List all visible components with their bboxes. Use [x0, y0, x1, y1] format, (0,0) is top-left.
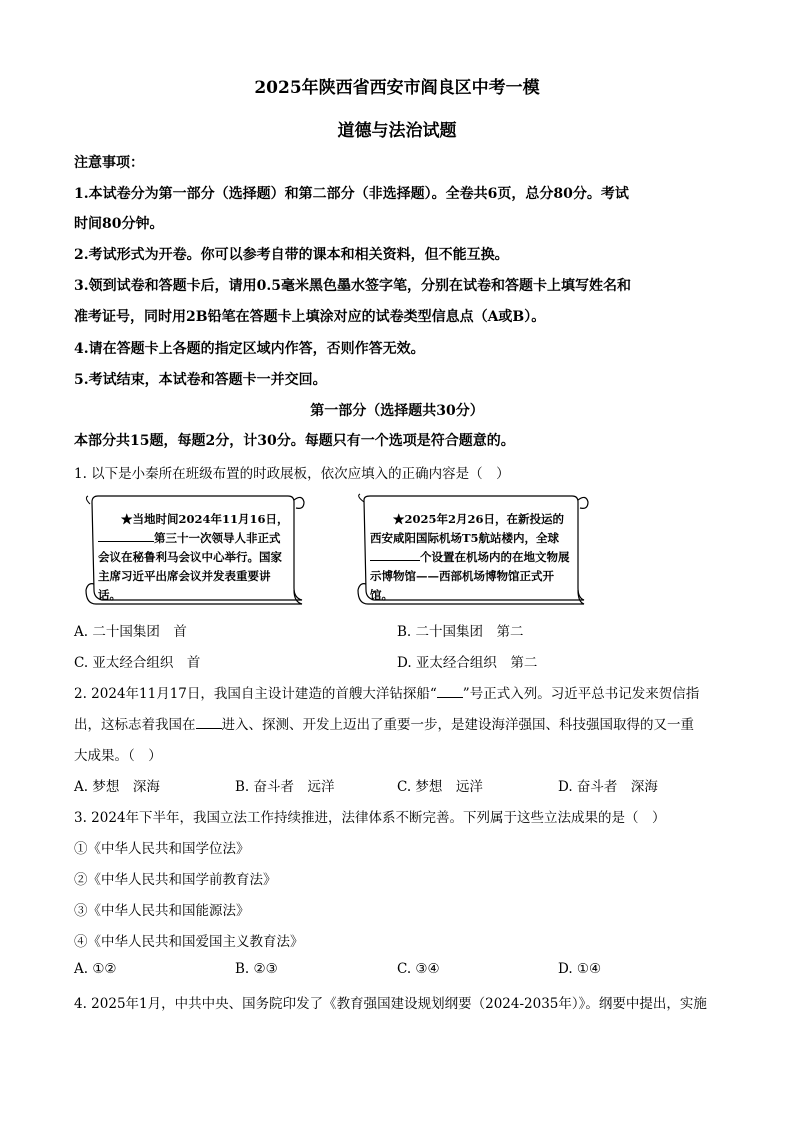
q1-card1-text-after: 第三十一次领导人非正式会议在秘鲁利马会议中心举行。国家主席习近平出席会议并发表重要讲话。 — [98, 531, 282, 602]
q1-stem: 1. 以下是小秦所在班级布置的时政展板，依次应填入的正确内容是（ ） — [74, 466, 510, 482]
q3-item-1: ①《中华人民共和国学位法》 — [74, 841, 250, 857]
q1-card2-text-after: 个设置在机场内的在地文物展示博物馆——西部机场博物馆正式开馆。 — [370, 550, 570, 602]
q3-option-b: B. ②③ — [235, 961, 278, 977]
q2-text-1a: 2. 2024年11月17日，我国自主设计建造的首艘大洋钻探船“ — [74, 686, 437, 702]
q1-option-d: D. 亚太经合组织 第二 — [397, 655, 538, 671]
notice-item-3: 3.领到试卷和答题卡后，请用0.5毫米黑色墨水签字笔，分别在试卷和答题卡上填写姓名和 — [74, 278, 631, 294]
q1-card1-text-before: ★当地时间2024年11月16日， — [121, 512, 289, 526]
q2-blank-2 — [196, 728, 222, 729]
q1-option-c: C. 亚太经合组织 首 — [74, 655, 201, 671]
part1-instruction: 本部分共15题，每题2分，计30分。每题只有一个选项是符合题意的。 — [74, 433, 515, 449]
q2-option-a: A. 梦想 深海 — [74, 779, 160, 795]
q3-item-2: ②《中华人民共和国学前教育法》 — [74, 872, 277, 888]
q2-option-b: B. 奋斗者 远洋 — [235, 779, 335, 795]
q3-item-3: ③《中华人民共和国能源法》 — [74, 903, 250, 919]
q3-item-4: ④《中华人民共和国爱国主义教育法》 — [74, 934, 304, 950]
q3-option-d: D. ①④ — [558, 961, 602, 977]
q1-news-board-2 — [354, 492, 590, 610]
q2-blank-1 — [437, 697, 463, 698]
q1-option-a: A. 二十国集团 首 — [74, 624, 187, 640]
q2-line-1 — [74, 682, 699, 702]
notice-item-1-cont: 时间80分钟。 — [74, 216, 164, 232]
part1-heading: 第一部分（选择题共30分） — [310, 403, 484, 419]
q1-card1-blank — [98, 541, 154, 542]
notice-item-4: 4.请在答题卡上各题的指定区域内作答，否则作答无效。 — [74, 341, 425, 357]
q3-option-c: C. ③④ — [397, 961, 440, 977]
page-subtitle: 道德与法治试题 — [337, 121, 457, 141]
page-title: 2025年陕西省西安市阎良区中考一模 — [254, 78, 540, 98]
q2-line-2 — [74, 713, 694, 733]
notice-item-5: 5.考试结束，本试卷和答题卡一并交回。 — [74, 372, 327, 388]
q2-text-2b: 进入、探测、开发上迈出了重要一步，是建设海洋强国、科技强国取得的又一重 — [221, 717, 694, 733]
q3-stem: 3. 2024年下半年，我国立法工作持续推进，法律体系不断完善。下列属于这些立法成果的是（ ） — [74, 810, 666, 826]
notice-item-2: 2.考试形式为开卷。你可以参考自带的课本和相关资料，但不能互换。 — [74, 247, 509, 263]
q2-text-1b: ”号正式入列。习近平总书记发来贺信指 — [462, 686, 700, 702]
q1-card2-text-before: ★2025年2月26日，在新投运的西安咸阳国际机场T5航站楼内，全球 — [370, 512, 565, 545]
q2-option-c: C. 梦想 远洋 — [397, 779, 483, 795]
notice-item-1: 1.本试卷分为第一部分（选择题）和第二部分（非选择题）。全卷共6页，总分80分。考试 — [74, 186, 629, 202]
notice-heading: 注意事项： — [74, 155, 144, 171]
notice-item-3-cont: 准考证号，同时用2B铅笔在答题卡上填涂对应的试卷类型信息点（A或B）。 — [74, 309, 546, 325]
q2-line-3: 大成果。（ ） — [74, 748, 162, 764]
q4-stem: 4. 2025年1月，中共中央、国务院印发了《教育强国建设规划纲要（2024-2035年）》。纲要中提出，实施 — [74, 996, 707, 1012]
q1-news-board-1 — [80, 492, 308, 610]
q2-option-d: D. 奋斗者 深海 — [558, 779, 658, 795]
q3-option-a: A. ①② — [74, 961, 117, 977]
q1-card2-blank — [370, 560, 420, 561]
q1-option-b: B. 二十国集团 第二 — [397, 624, 524, 640]
q2-text-2a: 出，这标志着我国在 — [74, 717, 196, 733]
